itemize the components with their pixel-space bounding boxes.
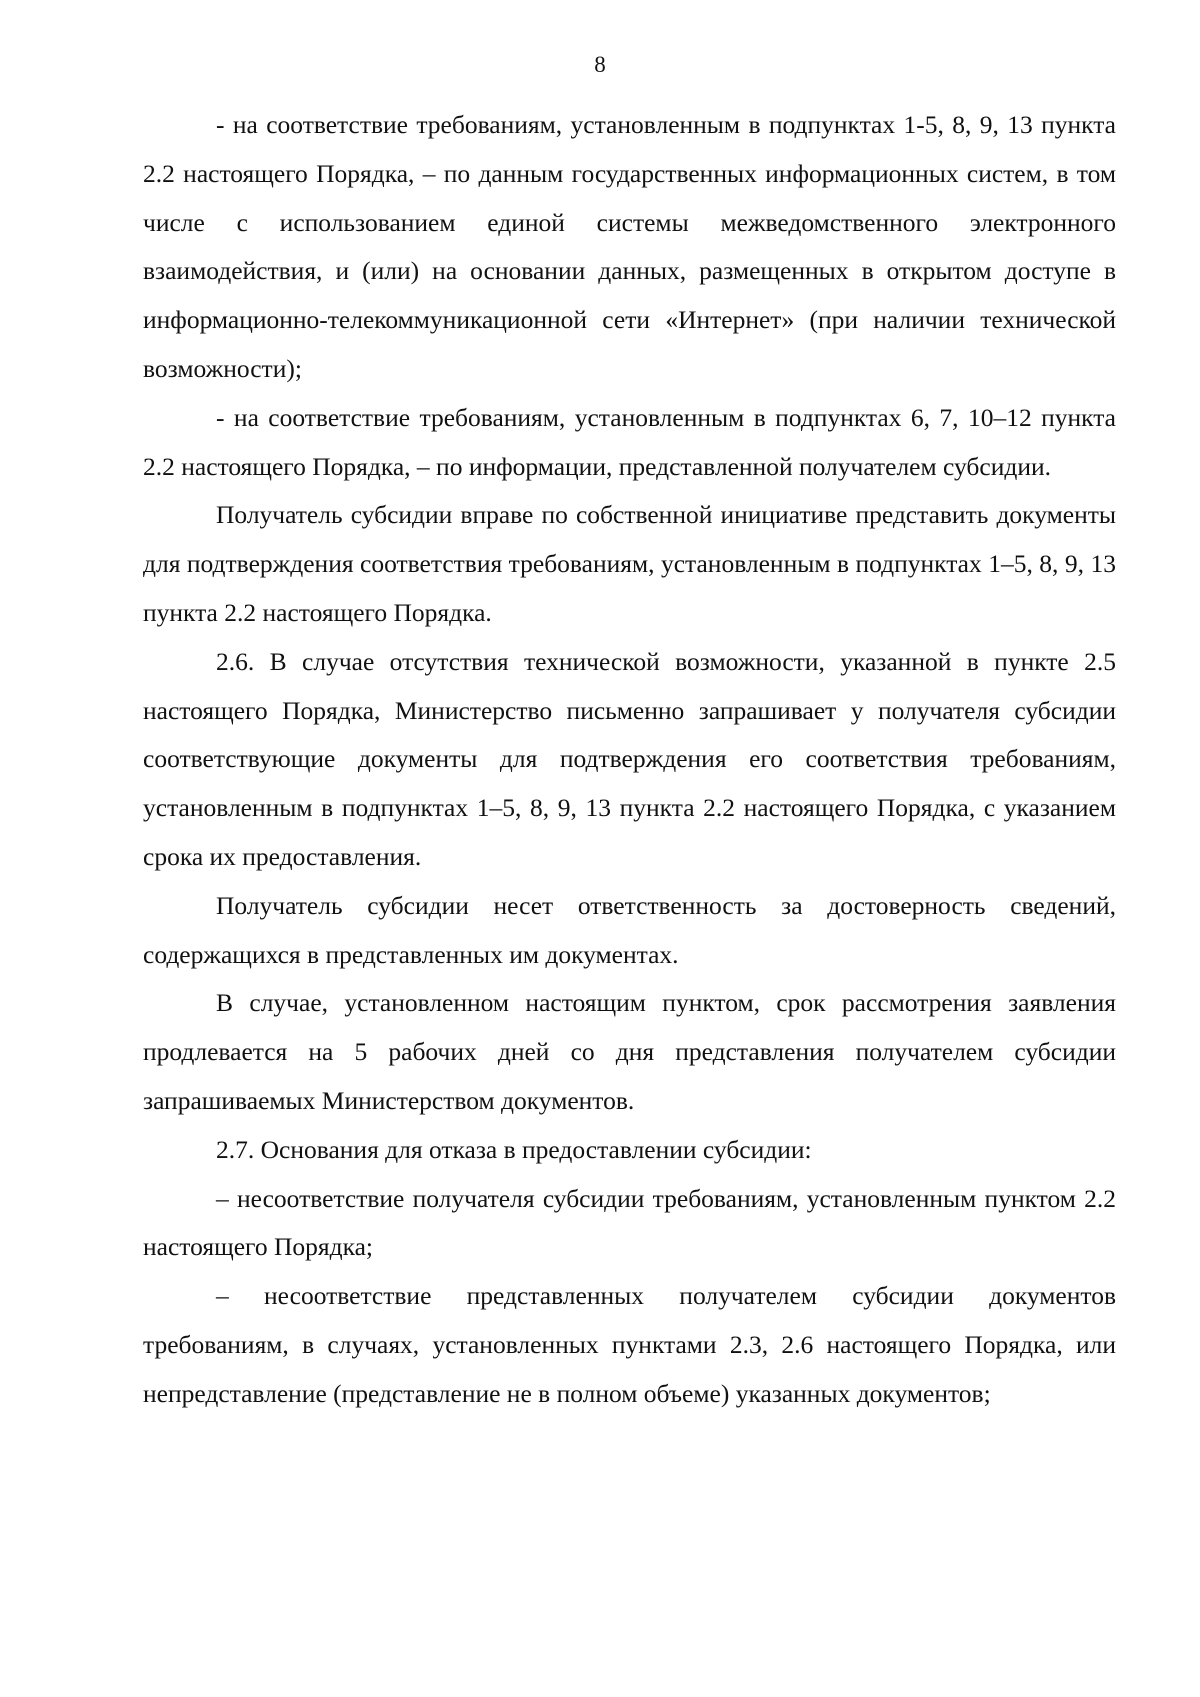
paragraph: В случае, установленном настоящим пунктом, срок рассмотрения заявления продлевается на 5 рабочих дней со дня представления получателем субсидии запрашиваемых Министерством документов. [143,988,1116,1115]
paragraph: Получатель субсидии несет ответственность за достоверность сведений, содержащихся в представленных им документах. [143,890,1116,969]
paragraph: – несоответствие представленных получателем субсидии документов требованиям, в случаях, установленных пунктами 2.3, 2.6 настоящего Порядка, или непредставление (представление не в полном объеме) указанных документов; [143,1281,1116,1408]
paragraph: - на соответствие требованиям, установленным в подпунктах 1-5, 8, 9, 13 пункта 2.2 настоящего Порядка, – по данным государственных информационных систем, в том числе с использованием единой системы межведомственного электронного взаимодействия, и (или) на основании данных, размещенных в открытом доступе в информационно-телекоммуникационной сети «Интернет» (при наличии технической возможности); [143,110,1116,383]
page-number: 8 [594,52,606,77]
paragraph: - на соответствие требованиям, установленным в подпунктах 6, 7, 10–12 пункта 2.2 настоящего Порядка, – по информации, представленной получателем субсидии. [143,402,1116,481]
paragraph: Получатель субсидии вправе по собственной инициативе представить документы для подтверждения соответствия требованиям, установленным в подпунктах 1–5, 8, 9, 13 пункта 2.2 настоящего Порядка. [143,500,1116,627]
paragraph: 2.7. Основания для отказа в предоставлении субсидии: [216,1134,812,1164]
paragraph: 2.6. В случае отсутствия технической возможности, указанной в пункте 2.5 настоящего Порядка, Министерство письменно запрашивает у получателя субсидии соответствующие документы для подтверждения его соответствия требованиям, установленным в подпунктах 1–5, 8, 9, 13 пункта 2.2 настоящего Порядка, с указанием срока их предоставления. [143,646,1116,871]
paragraph: – несоответствие получателя субсидии требованиям, установленным пунктом 2.2 настоящего Порядка; [143,1183,1116,1262]
document-body [143,101,1116,1419]
